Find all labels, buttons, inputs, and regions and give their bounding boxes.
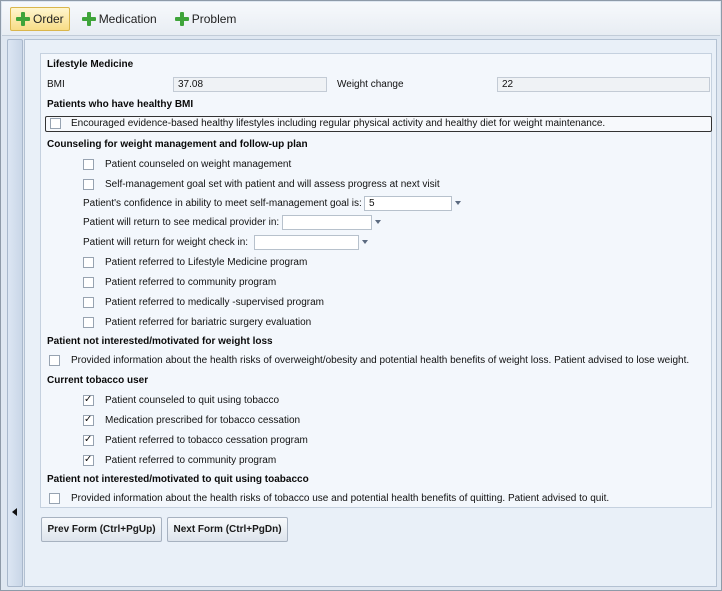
referral-community-checkbox[interactable] (83, 277, 94, 288)
section-title-tobacco: Current tobacco user (47, 375, 149, 386)
bmi-label: BMI (47, 79, 65, 90)
tobacco-medication-label: Medication prescribed for tobacco cessation (105, 415, 301, 426)
caret-left-icon[interactable] (12, 508, 17, 516)
problem-button[interactable] (169, 7, 243, 31)
counseled-weight-label: Patient counseled on weight management (105, 159, 292, 170)
weight-change-field[interactable]: 22 (497, 77, 710, 92)
chevron-down-icon[interactable] (375, 220, 381, 224)
weight-change-label: Weight change (337, 79, 404, 90)
self-management-goal-checkbox[interactable] (83, 179, 94, 190)
chevron-down-icon[interactable] (362, 240, 368, 244)
tobacco-counseled-label: Patient counseled to quit using tobacco (105, 395, 280, 406)
chevron-down-icon[interactable] (455, 201, 461, 205)
order-button[interactable] (10, 7, 70, 31)
order-label: Order (33, 11, 64, 26)
toolbar (2, 2, 720, 36)
tobacco-counseled-checkbox[interactable] (83, 395, 94, 406)
return-weight-field[interactable] (254, 235, 359, 250)
section-title-lifestyle: Lifestyle Medicine (47, 59, 134, 70)
plus-icon (175, 12, 189, 26)
confidence-field[interactable]: 5 (364, 196, 452, 211)
tobacco-risk-info-checkbox[interactable] (49, 493, 60, 504)
referral-medical-label: Patient referred to medically -supervised program (105, 297, 324, 308)
referral-bariatric-checkbox[interactable] (83, 317, 94, 328)
plus-icon (82, 12, 96, 26)
problem-label: Problem (191, 11, 237, 26)
return-provider-label: Patient will return to see medical provider in: (83, 217, 280, 228)
tobacco-medication-checkbox[interactable] (83, 415, 94, 426)
referral-lifestyle-checkbox[interactable] (83, 257, 94, 268)
tobacco-risk-info-label: Provided information about the health risks of tobacco use and potential health benefits of quitting. Patient advised to quit. (71, 493, 610, 504)
return-provider-field[interactable] (282, 215, 372, 230)
section-title-not-interested-weight: Patient not interested/motivated for weight loss (47, 336, 273, 347)
referral-community-label: Patient referred to community program (105, 277, 277, 288)
referral-medical-checkbox[interactable] (83, 297, 94, 308)
medication-label: Medication (98, 11, 157, 26)
next-form-button[interactable]: Next Form (Ctrl+PgDn) (167, 517, 288, 542)
counseled-weight-checkbox[interactable] (83, 159, 94, 170)
section-title-healthy-bmi: Patients who have healthy BMI (47, 99, 194, 110)
referral-bariatric-label: Patient referred for bariatric surgery evaluation (105, 317, 312, 328)
healthy-lifestyle-checkbox[interactable] (50, 118, 61, 129)
self-management-goal-label: Self-management goal set with patient and will assess progress at next visit (105, 179, 440, 190)
section-title-not-interested-tobacco: Patient not interested/motivated to quit using toabacco (47, 474, 309, 485)
confidence-label: Patient's confidence in ability to meet self-management goal is: (83, 198, 362, 209)
side-collapse-strip[interactable] (7, 39, 23, 587)
weight-risk-info-label: Provided information about the health risks of overweight/obesity and potential health benefits of weight loss. Patient advised to lose weight. (71, 355, 690, 366)
medication-button[interactable] (76, 7, 163, 31)
healthy-lifestyle-label: Encouraged evidence-based healthy lifestyles including regular physical activity and healthy diet for weight maintenance. (71, 118, 606, 129)
lifestyle-form (40, 53, 712, 508)
tobacco-program-label: Patient referred to tobacco cessation program (105, 435, 308, 446)
tobacco-program-checkbox[interactable] (83, 435, 94, 446)
healthy-lifestyle-row[interactable] (45, 116, 712, 132)
tobacco-community-label: Patient referred to community program (105, 455, 277, 466)
bmi-field[interactable]: 37.08 (173, 77, 327, 92)
return-weight-label: Patient will return for weight check in: (83, 237, 249, 248)
form-content-area (24, 39, 717, 587)
weight-risk-info-checkbox[interactable] (49, 355, 60, 366)
referral-lifestyle-label: Patient referred to Lifestyle Medicine program (105, 257, 308, 268)
section-title-counseling: Counseling for weight management and follow-up plan (47, 139, 308, 150)
prev-form-button[interactable]: Prev Form (Ctrl+PgUp) (41, 517, 162, 542)
plus-icon (16, 12, 30, 26)
tobacco-community-checkbox[interactable] (83, 455, 94, 466)
